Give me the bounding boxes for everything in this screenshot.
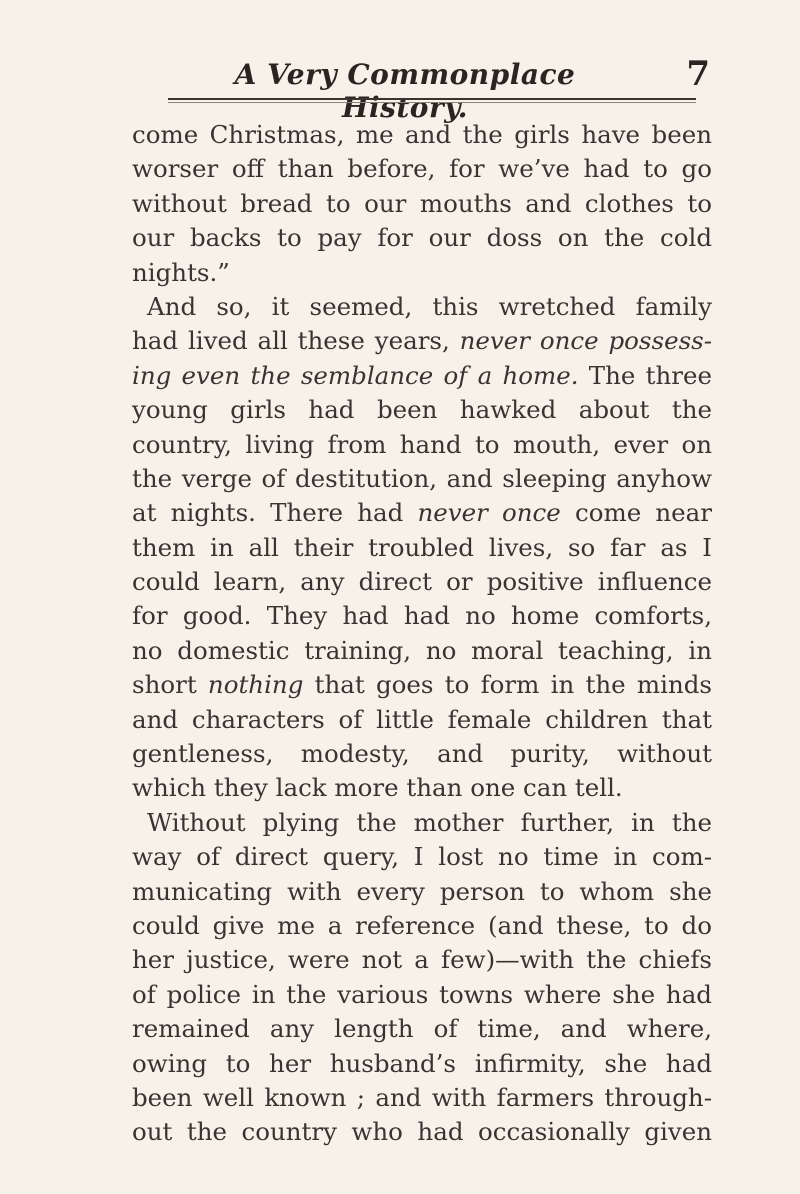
page-number: 7 [686, 54, 710, 94]
running-head-title: A Very Commonplace History. [234, 58, 576, 124]
text-line: no domestic training, no moral teaching, in [132, 635, 712, 665]
text-line: her justice, were not a few)—with the chiefs [132, 945, 712, 975]
text-line: at nights. There had never once come near [132, 498, 712, 528]
running-head [130, 54, 710, 124]
text-line: which they lack more than one can tell. [132, 773, 623, 803]
text-line: country, living from hand to mouth, ever on [132, 429, 712, 459]
text-line: Without plying the mother further, in the [147, 807, 712, 837]
text-line: worser off than before, for we’ve had to go [132, 154, 712, 184]
text-line: our backs to pay for our doss on the cold [132, 223, 712, 253]
body-text [132, 118, 712, 1150]
text-line: without bread to our mouths and clothes to [132, 188, 712, 218]
text-line: nights.” [132, 257, 230, 287]
text-line: owing to her husband’s infirmity, she had [132, 1048, 712, 1078]
text-line: way of direct query, I lost no time in com- [132, 842, 712, 872]
text-line: remained any length of time, and where, [132, 1014, 712, 1044]
text-line: been well known ; and with farmers through- [132, 1082, 712, 1112]
text-line: could give me a reference (and these, to do [132, 910, 712, 940]
text-line: them in all their troubled lives, so far as I [132, 532, 712, 562]
text-line: ing even the semblance of a home. The three [132, 360, 713, 390]
text-line: had lived all these years, never once possess- [132, 326, 712, 356]
header-rule [168, 98, 696, 100]
text-line: municating with every person to whom she [132, 876, 712, 906]
text-line: gentleness, modesty, and purity, without [132, 739, 712, 769]
text-line: come Christmas, me and the girls have been [132, 120, 712, 149]
text-line: young girls had been hawked about the [132, 395, 712, 425]
text-line: could learn, any direct or positive influence [132, 567, 712, 597]
text-line: short nothing that goes to form in the minds [132, 670, 712, 700]
text-line: the verge of destitution, and sleeping anyhow [132, 463, 712, 493]
text-line: and characters of little female children that [132, 704, 712, 734]
header-rule-thin [168, 102, 696, 103]
text-line: out the country who had occasionally given [132, 1117, 712, 1147]
text-line: for good. They had had no home comforts, [132, 601, 712, 631]
text-line: of police in the various towns where she had [132, 979, 712, 1009]
text-line: And so, it seemed, this wretched family [147, 291, 712, 321]
